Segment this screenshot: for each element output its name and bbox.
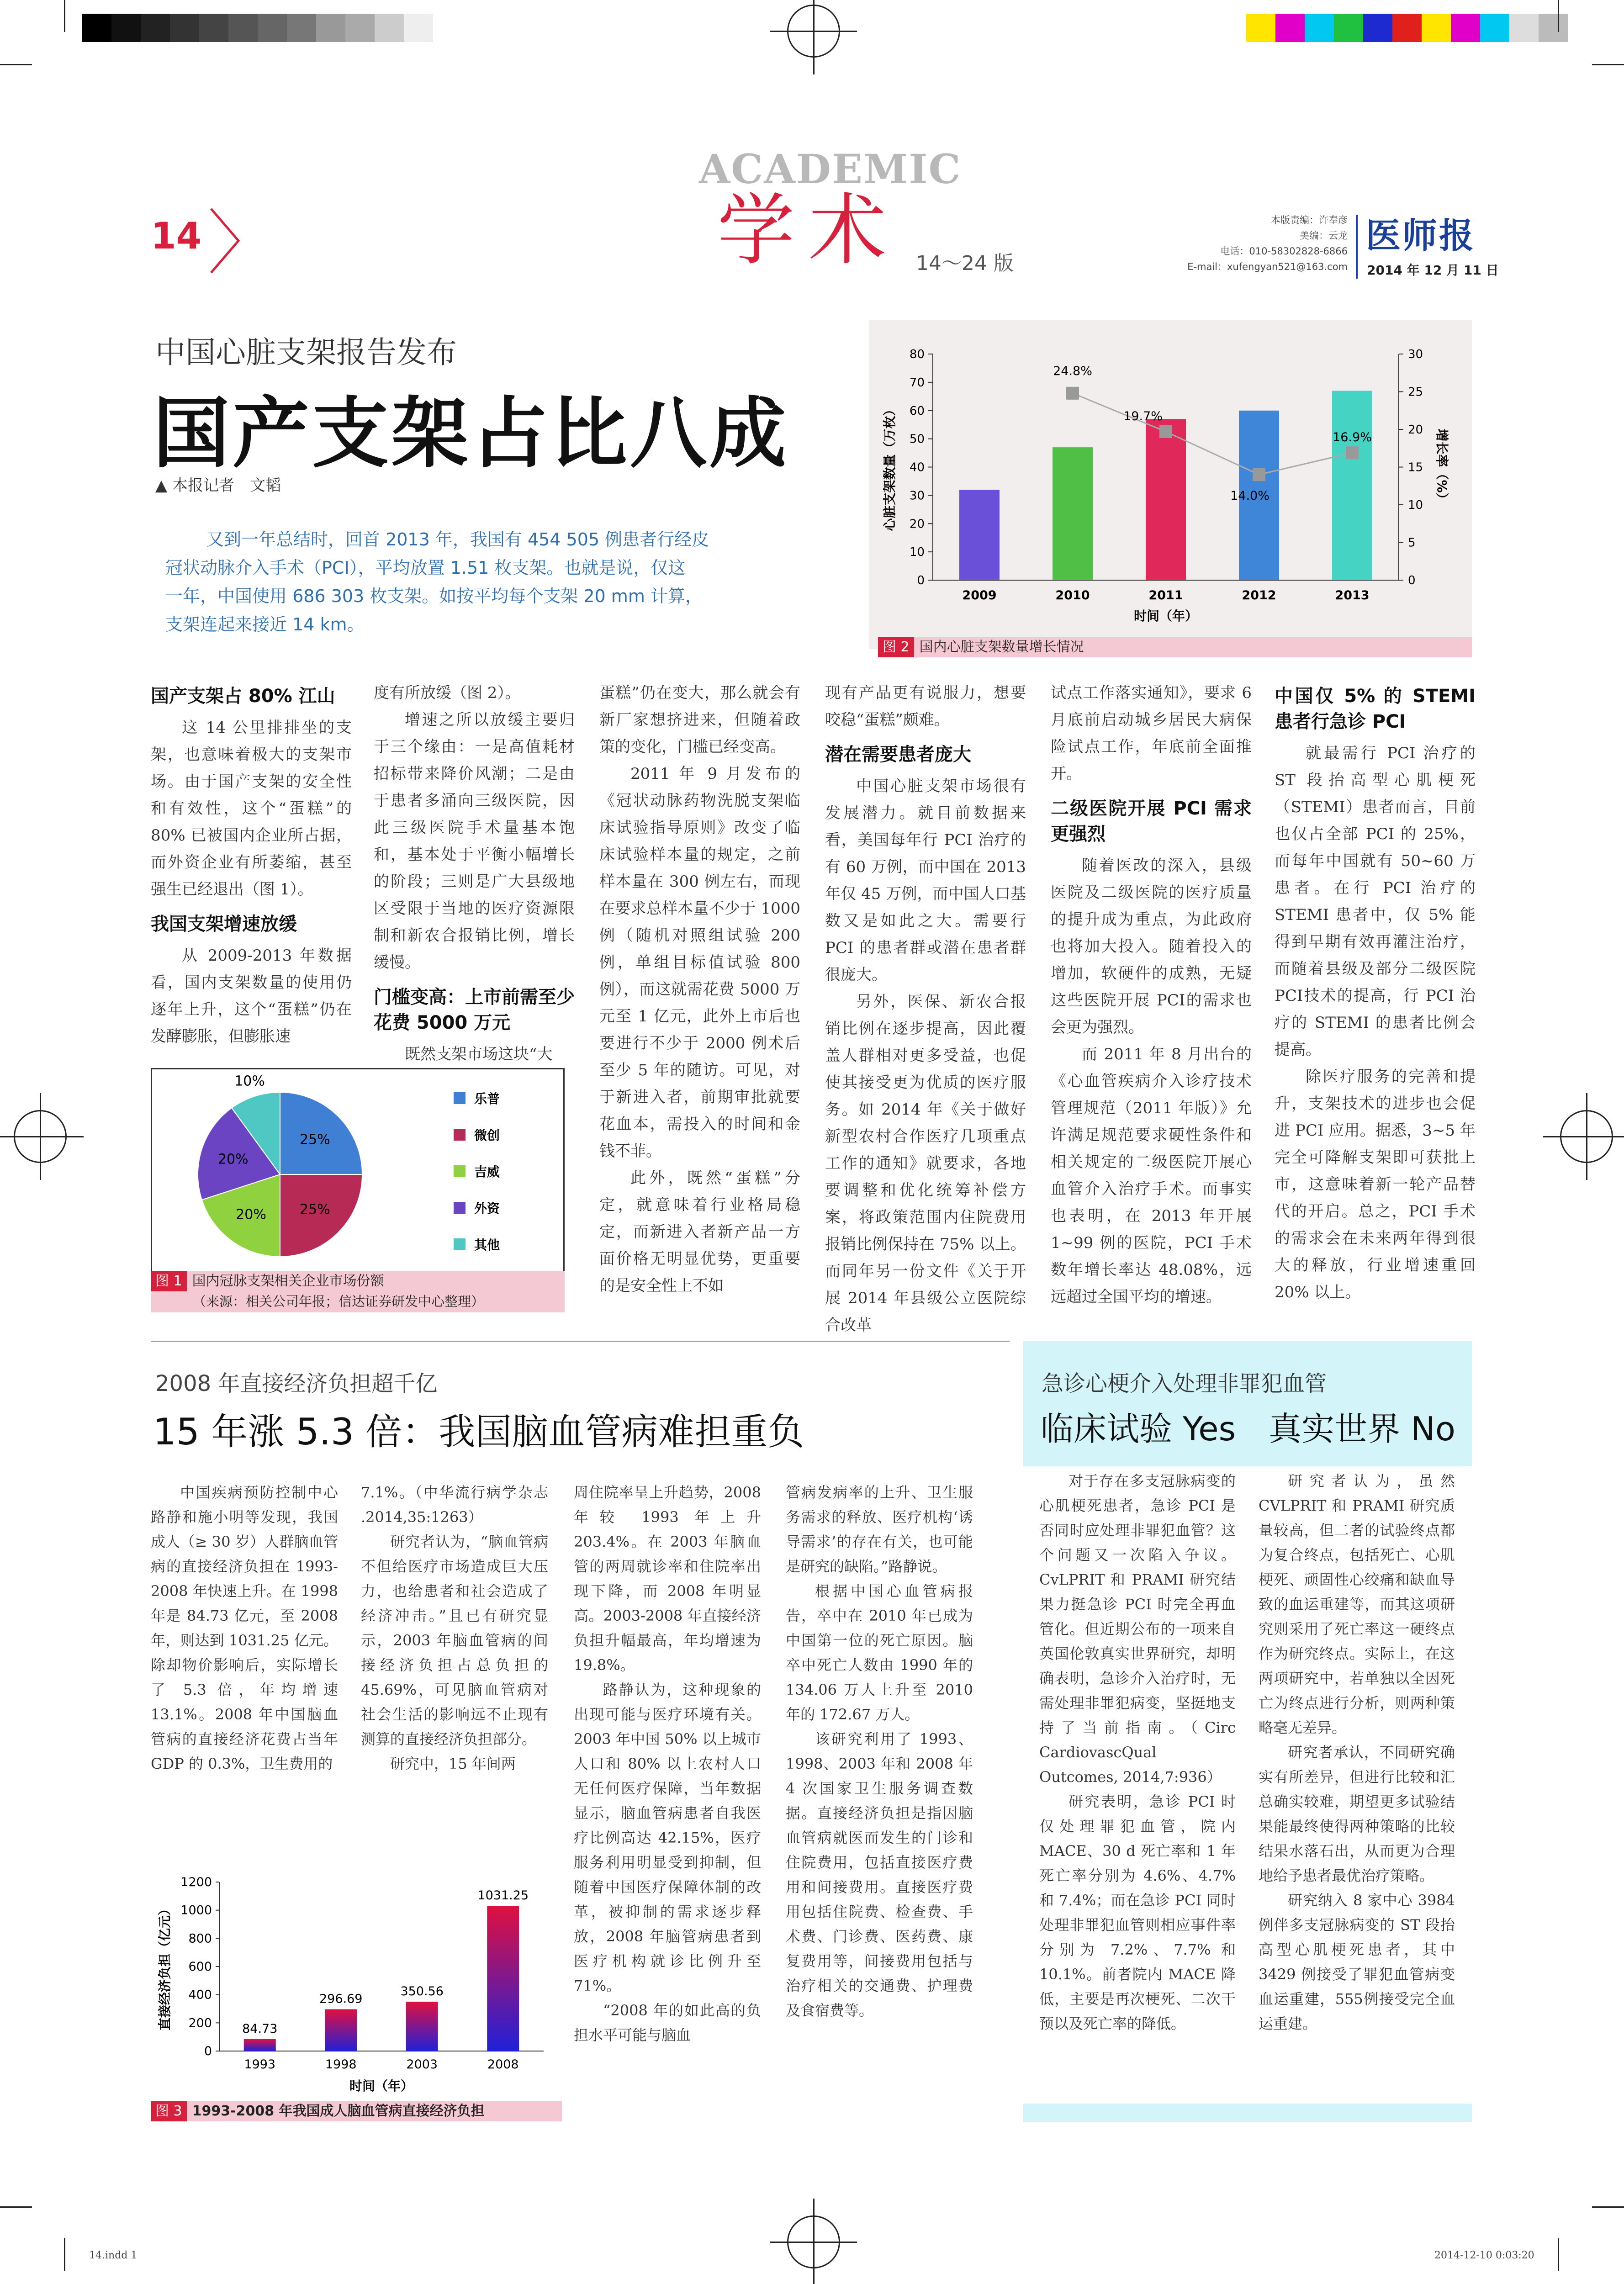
subhead: 潜在需要患者庞大	[825, 744, 971, 765]
paragraph: 度有所放缓（图 2）。	[374, 684, 521, 702]
pie-value-label: 25%	[300, 1131, 330, 1148]
y2-tick-label: 5	[1408, 536, 1416, 550]
paragraph: 根据中国心血管病报告，卒中在 2010 年已成为中国第一位的死亡原因。脑卒中死亡人数由 1990 年的 134.06 万人上升至 2010 年的 172.67 万人。	[786, 1582, 973, 1723]
article1-column-3	[599, 680, 800, 1300]
paragraph: 管病发病率的上升、卫生服务需求的释放、医疗机构‘诱导需求’的存在有关，也可能是研究的缺陷。”路静说。	[786, 1484, 973, 1575]
bar	[487, 1906, 519, 2051]
subhead: 我国支架增速放缓	[151, 914, 297, 935]
y2-tick-label: 30	[1408, 348, 1423, 361]
paragraph: 而 2011 年 8 月出台的《心血管疾病介入诊疗技术管理规范（2011 年版）》允许满足规范要求硬性条件和相关规定的二级医院开展心血管介入治疗手术。而事实也表明，在 2013 年开展 1~99 例的医院，PCI 手术数年增长率达 48.08%，远远超过全国平均的增速。	[1051, 1045, 1252, 1306]
y-axis-title: 直接经济负担（亿元）	[157, 1902, 172, 2031]
crop-mark	[64, 0, 65, 32]
crop-target-bottom	[787, 2215, 840, 2268]
x-axis-title: 时间（年）	[1133, 608, 1198, 624]
lead-line: 冠状动脉介入手术（PCI），平均放置 1.51 枚支架。也就是说，仅这	[165, 558, 686, 578]
bar-value-label: 296.69	[319, 1992, 363, 2006]
section-divider	[151, 1341, 1010, 1342]
figure1-caption-text: 国内冠脉支架相关企业市场份额	[192, 1273, 384, 1289]
masthead-logo: 医师报	[1366, 215, 1476, 256]
figure1-source: （来源：相关公司年报；信达证券研发中心整理）	[193, 1294, 485, 1309]
figure1-chart	[152, 1069, 561, 1272]
editor-name: 本版责编：许奉彦	[1271, 215, 1348, 226]
article3-title: 临床试验 Yes 真实世界 No	[1041, 1410, 1455, 1448]
crop-mark	[0, 64, 32, 65]
bar	[325, 2009, 357, 2051]
paragraph: 研究中，15 年间两	[390, 1755, 516, 1772]
footer-timestamp: 2014-12-10 0:03:20	[1434, 2250, 1534, 2261]
y-tick-label: 800	[188, 1931, 212, 1946]
y-tick-label: 0	[917, 574, 925, 587]
paragraph: 此外，既然“蛋糕”分定，就意味着行业格局稳定，而新进入者新产品一方面价格无明显优势，更重要的是安全性上不如	[599, 1169, 800, 1295]
paragraph: 研究表明，急诊 PCI 时仅处理罪犯血管，院内 MACE、30 d 死亡率和 1 年死亡率分别为 4.6%、4.7% 和 7.4%；而在急诊 PCI 同时处理非罪犯血管则相应事件率分别为 7.2%、7.7% 和 10.1%。前者院内 MACE 降低，主要是再次梗死、二次干预以及死亡率的降低。	[1039, 1793, 1236, 2032]
x-tick-label: 2003	[406, 2057, 438, 2072]
article1-title: 国产支架占比八成	[153, 388, 789, 478]
chevron-right-icon	[206, 206, 243, 275]
paragraph: 试点工作落实通知》，要求 6 月底前启动城乡居民大病保险试点工作，年底前全面推开。	[1051, 684, 1252, 783]
lead-line: 支架连起来接近 14 km。	[165, 614, 365, 634]
article1-column-2	[374, 680, 575, 1068]
designer-name: 美编：云龙	[1300, 230, 1348, 241]
y-tick-label: 1000	[180, 1903, 212, 1918]
paragraph: 7.1%。（中华流行病学杂志 .2014,35:1263）	[361, 1484, 548, 1526]
figure1-tag: 图 1	[151, 1271, 187, 1291]
crop-mark	[1558, 0, 1559, 32]
x-tick-label: 2009	[962, 588, 997, 603]
x-tick-label: 2011	[1148, 588, 1183, 603]
paragraph: 路静认为，这种现象的出现可能与医疗环境有关。2003 年中国 50% 以上城市人口和 80% 以上农村人口无任何医疗保障，当年数据显示，脑血管病患者自我医疗比例高达 42.15%，医疗服务利用明显受到抑制，但随着中国医疗保障体制的改革，被抑制的需求逐步释放，2008 年脑管病患者到医疗机构就诊比例升至 71%。	[574, 1681, 761, 1994]
crop-mark	[64, 2238, 65, 2271]
figure2-tag: 图 2	[878, 637, 914, 657]
crop-mark	[0, 2206, 32, 2208]
article2-column-3	[574, 1480, 761, 2047]
bar	[1053, 447, 1093, 580]
y-tick-label: 80	[909, 348, 925, 361]
legend-label: 乐普	[474, 1091, 500, 1106]
lead-line: 一年，中国使用 686 303 枚支架。如按平均每个支架 20 mm 计算，	[165, 586, 703, 606]
paragraph: 研究纳入 8 家中心 3984 例伴多支冠脉病变的 ST 段抬高型心肌梗死患者，其中 3429 例接受了罪犯血管病变血运重建，555例接受完全血运重建。	[1259, 1892, 1455, 2032]
bar	[1146, 419, 1186, 580]
y-tick-label: 200	[188, 2016, 212, 2030]
pie-value-label: 10%	[234, 1073, 265, 1089]
article3-kicker: 急诊心梗介入处理非罪犯血管	[1042, 1371, 1327, 1396]
bar	[959, 490, 1000, 580]
y-tick-label: 70	[909, 375, 925, 390]
figure2-caption	[878, 637, 1472, 657]
x-tick-label: 1993	[244, 2057, 276, 2072]
figure3-caption	[151, 2101, 562, 2121]
paragraph: 增速之所以放缓主要归于三个缘由：一是高值耗材招标带来降价风潮；二是由于患者多涌向三级医院，因此三级医院手术量基本饱和，基本处于平衡小幅增长的阶段；三则是广大县级地区受限于当地的医疗资源限制和新农合报销比例，增长缓慢。	[374, 711, 575, 972]
y-tick-label: 30	[909, 489, 925, 503]
figure2-caption-text: 国内心脏支架数量增长情况	[919, 639, 1084, 655]
x-tick-label: 1998	[325, 2057, 357, 2072]
y-tick-label: 50	[909, 432, 925, 446]
paragraph: 对于存在多支冠脉病变的心肌梗死患者，急诊 PCI 是否同时应处理非罪犯血管？这个问题又一次陷入争议。CvLPRIT 和 PRAMI 研究结果力挺急诊 PCI 时完全再血管化。但近期公布的一项来自英国伦敦真实世界研究，却明确表明，急诊介入治疗时，无需处理非罪犯病变，坚挺地支持了当前指南。（Circ CardiovascQual Outcomes, 2014,7:936）	[1039, 1472, 1236, 1786]
bar-value-label: 350.56	[400, 1984, 444, 1998]
paragraph: 该研究利用了 1993、1998、2003 年和 2008 年 4 次国家卫生服务调查数据。直接经济负担是指因脑血管病就医而发生的门诊和住院费用，包括直接医疗费用和间接费用。直接医疗费用包括住院费、检查费、手术费、门诊费、医药费、康复费用等，间接费用包括与治疗相关的交通费、护理费及食宿费等。	[786, 1730, 973, 2019]
article1-column-5	[1051, 680, 1252, 1311]
x-tick-label: 2012	[1242, 588, 1276, 603]
article1-column-6	[1275, 675, 1476, 1306]
bar-value-label: 1031.25	[477, 1888, 529, 1903]
y2-axis-title: 增长率（%）	[1434, 428, 1449, 506]
y2-tick-label: 25	[1408, 385, 1423, 399]
paragraph: 研究者承认，不同研究确实有所差异，但进行比较和汇总确实较难，期望更多试验结果能最终使得两种策略的比较结果水落石出，从而更为合理地给予患者最优治疗策略。	[1259, 1744, 1455, 1884]
crop-target-left	[14, 1110, 67, 1163]
growth-marker	[1159, 425, 1172, 438]
paragraph: 从 2009-2013 年数据看，国内支架数量的使用仍逐年上升，这个“蛋糕”仍在发酵膨胀，但膨胀速	[151, 946, 352, 1046]
registration-bar-color	[1246, 14, 1568, 42]
x-tick-label: 2013	[1335, 588, 1370, 603]
article1-lead	[165, 525, 764, 639]
y2-tick-label: 20	[1408, 423, 1423, 437]
paragraph: 研究者认为，“脑血管病不但给医疗市场造成巨大压力，也给患者和社会造成了经济冲击。”且已有研究显示，2003 年脑血管病的间接经济负担占总负担的 45.69%，可见脑血管病对社会生活的影响远不止现有测算的直接经济负担部分。	[361, 1533, 548, 1748]
figure2-chart	[869, 320, 1472, 640]
section-title-cn: 学术	[717, 185, 900, 276]
y2-tick-label: 0	[1408, 574, 1416, 587]
growth-marker	[1066, 387, 1079, 400]
y-tick-label: 20	[909, 517, 925, 531]
pie-value-label: 25%	[300, 1201, 330, 1218]
growth-marker	[1253, 468, 1265, 481]
article3-column-2	[1259, 1469, 1455, 2036]
crop-mark	[1592, 64, 1624, 65]
y-tick-label: 60	[909, 404, 925, 418]
growth-label: 16.9%	[1333, 430, 1372, 445]
paragraph: 随着医改的深入，县级医院及二级医院的医疗质量的提升成为重点，为此政府也将加大投入。随着投入的增加，软硬件的成熟，无疑这些医院开展 PCI的需求也会更为强烈。	[1051, 856, 1252, 1036]
pie-value-label: 20%	[236, 1206, 266, 1223]
article1-kicker: 中国心脏支架报告发布	[155, 335, 457, 370]
paragraph: 这 14 公里排排坐的支架，也意味着极大的支架市场。由于国产支架的安全性和有效性，这个“蛋糕”的 80% 已被国内企业所占据，而外资企业有所萎缩，甚至强生已经退出（图 1）。	[151, 719, 352, 899]
paragraph: 除医疗服务的完善和提升，支架技术的进步也会促进 PCI 应用。据悉，3~5 年完全可降解支架即可获批上市，这意味着新一轮产品替代的开启。总之，PCI 手术的需求会在未来两年得到很大的释放，行业增速重回 20% 以上。	[1275, 1068, 1476, 1301]
y2-tick-label: 15	[1408, 460, 1423, 475]
crop-mark	[1592, 2206, 1624, 2208]
figure3-caption-text: 1993-2008 年我国成人脑血管病直接经济负担	[192, 2103, 485, 2119]
y-tick-label: 400	[188, 1988, 212, 2002]
legend-label: 微创	[474, 1128, 500, 1143]
paragraph: 就最需行 PCI 治疗的 ST 段抬高型心肌梗死（STEMI）患者而言，目前也仅占全部 PCI 的 25%，而每年中国就有 50~60 万患者。在行 PCI 治疗的 STEMI 患者中，仅 5% 能得到早期有效再灌注治疗，而随着县级及部分二级医院PCI技术的提高，行 PCI 治疗的 STEMI 的患者比例会提高。	[1275, 744, 1476, 1059]
legend-swatch	[454, 1202, 466, 1214]
section-title-en: ACADEMIC	[699, 145, 962, 193]
growth-label: 19.7%	[1123, 409, 1163, 423]
lead-line: 又到一年总结时，回首 2013 年，我国有 454 505 例患者行经皮	[206, 529, 709, 550]
paragraph: 中国疾病预防控制中心路静和施小明等发现，我国成人（≥ 30 岁）人群脑血管病的直接经济负担在 1993-2008 年快速上升。在 1998 年是 84.73 亿元，至 2008 年，则达到 1031.25 亿元。除却物价影响后，实际增长了 5.3 倍，年均增速 13.1%。2008 年中国脑血管病的直接经济花费占当年 GDP 的 0.3%，卫生费用的	[151, 1484, 338, 1772]
paragraph: 中国心脏支架市场很有发展潜力。就目前数据来看，美国每年行 PCI 治疗的有 60 万例，而中国在 2013 年仅 45 万例，而中国人口基数又是如此之大。需要行 PCI 的患者群或潜在患者群很庞大。	[825, 777, 1026, 984]
article1-column-1	[151, 675, 352, 1050]
article3-column-1	[1039, 1469, 1236, 2036]
paragraph: 既然支架市场这块“大	[405, 1045, 553, 1063]
y-tick-label: 40	[909, 460, 925, 475]
y-axis-title: 心脏支架数量（万枚）	[882, 403, 897, 531]
legend-swatch	[454, 1092, 466, 1104]
editor-info	[1151, 212, 1348, 275]
crop-mark	[1558, 2238, 1559, 2271]
registration-bar-gray	[82, 14, 433, 42]
subhead: 中国仅 5% 的 STEMI 患者行急诊 PCI	[1275, 686, 1476, 732]
y-tick-label: 1200	[180, 1875, 212, 1889]
y-tick-label: 0	[204, 2044, 212, 2058]
article2-column-2	[361, 1480, 548, 1776]
y-tick-label: 10	[909, 545, 925, 560]
subhead: 国产支架占 80% 江山	[151, 686, 335, 707]
growth-label: 24.8%	[1053, 364, 1092, 378]
bar	[406, 2002, 438, 2051]
article2-title: 15 年涨 5.3 倍：我国脑血管病难担重负	[153, 1411, 804, 1453]
legend-swatch	[454, 1129, 466, 1141]
y2-tick-label: 10	[1408, 498, 1423, 512]
pie-value-label: 20%	[217, 1151, 249, 1168]
subhead: 二级医院开展 PCI 需求更强烈	[1051, 798, 1252, 845]
crop-target-right	[1560, 1110, 1613, 1163]
paragraph: 2011 年 9 月发布的《冠状动脉药物洗脱支架临床试验指导原则》改变了临床试验样本量的规定，之前样本量在 300 例左右，而现在要求总样本量不少于 1000 例（随机对照组试验 200 例，单组目标值试验 800 例），而这就需花费 5000 万元至 1 亿元，此外上市后也要进行不少于 2000 例术后至少 5 年的随访。可见，对于新进入者，前期审批就要花血本，需投入的时间和金钱不菲。	[599, 765, 800, 1160]
crop-target-top	[787, 5, 840, 58]
article1-byline: ▲ 本报记者 文韬	[155, 476, 281, 495]
issue-date: 2014 年 12 月 11 日	[1367, 263, 1499, 278]
paragraph: 现有产品更有说服力，想要咬稳“蛋糕”颇难。	[825, 684, 1026, 729]
paragraph: 另外，医保、新农合报销比例在逐步提高，因此覆盖人群相对更多受益，也促使其接受更为优质的医疗服务。如 2014 年《关于做好新型农村合作医疗几项重点工作的通知》就要求，各地要调整和优化统筹补偿方案，将政策范围内住院费用报销比例保持在 75% 以上。而同年另一份文件《关于开展 2014 年县级公立医院综合改革	[825, 993, 1026, 1334]
contact-phone: 电话：010-58302828-6866	[1220, 246, 1348, 257]
page-number: 14	[151, 215, 202, 257]
paragraph: “2008 年的如此高的负担水平可能与脑血	[574, 2002, 761, 2044]
legend-label: 外资	[474, 1201, 500, 1216]
legend-label: 吉威	[474, 1164, 500, 1179]
article2-column-4	[786, 1480, 973, 2023]
bar-value-label: 84.73	[242, 2021, 278, 2036]
contact-email: E-mail：xufengyan521@163.com	[1187, 261, 1348, 272]
header-divider	[1356, 215, 1358, 279]
paragraph: 周住院率呈上升趋势，2008 年较 1993 年上升 203.4%。在 2003 年脑血管的两周就诊率和住院率出现下降，而 2008 年明显高。2003-2008 年直接经济负担升幅最高，年均增速为 19.8%。	[574, 1484, 761, 1674]
growth-line	[1073, 393, 1352, 475]
x-axis-title: 时间（年）	[349, 2078, 414, 2094]
subhead: 门槛变高：上市前需至少花费 5000 万元	[374, 987, 575, 1033]
figure3-tag: 图 3	[151, 2101, 187, 2121]
paragraph: 蛋糕”仍在变大，那么就会有新厂家想挤进来，但随着政策的变化，门槛已经变高。	[599, 684, 800, 756]
legend-swatch	[454, 1165, 466, 1177]
growth-marker	[1346, 446, 1359, 459]
footer-file: 14.indd 1	[89, 2250, 138, 2261]
paragraph: 研究者认为，虽然 CVLPRIT 和 PRAMI 研究质量较高，但二者的试验终点都为复合终点，包括死亡、心肌梗死、顽固性心绞痛和缺血导致的血运重建等，而其这项研究则采用了死亡率这一硬终点作为研究终点。实际上，在这两项研究中，若单独以全因死亡为终点进行分析，则两种策略毫无差异。	[1259, 1472, 1455, 1736]
page-range: 14～24 版	[916, 252, 1014, 275]
legend-swatch	[454, 1238, 466, 1250]
growth-label: 14.0%	[1230, 489, 1270, 503]
figure1-caption	[151, 1271, 565, 1312]
bar	[244, 2039, 276, 2051]
figure3-chart	[151, 1868, 562, 2106]
legend-label: 其他	[474, 1237, 500, 1253]
article2-kicker: 2008 年直接经济负担超千亿	[155, 1371, 438, 1396]
y-tick-label: 600	[188, 1960, 212, 1974]
article2-column-1	[151, 1480, 338, 1776]
bar	[1332, 391, 1372, 580]
x-tick-label: 2008	[487, 2057, 519, 2072]
x-tick-label: 2010	[1055, 588, 1090, 603]
article1-column-4	[825, 680, 1026, 1339]
